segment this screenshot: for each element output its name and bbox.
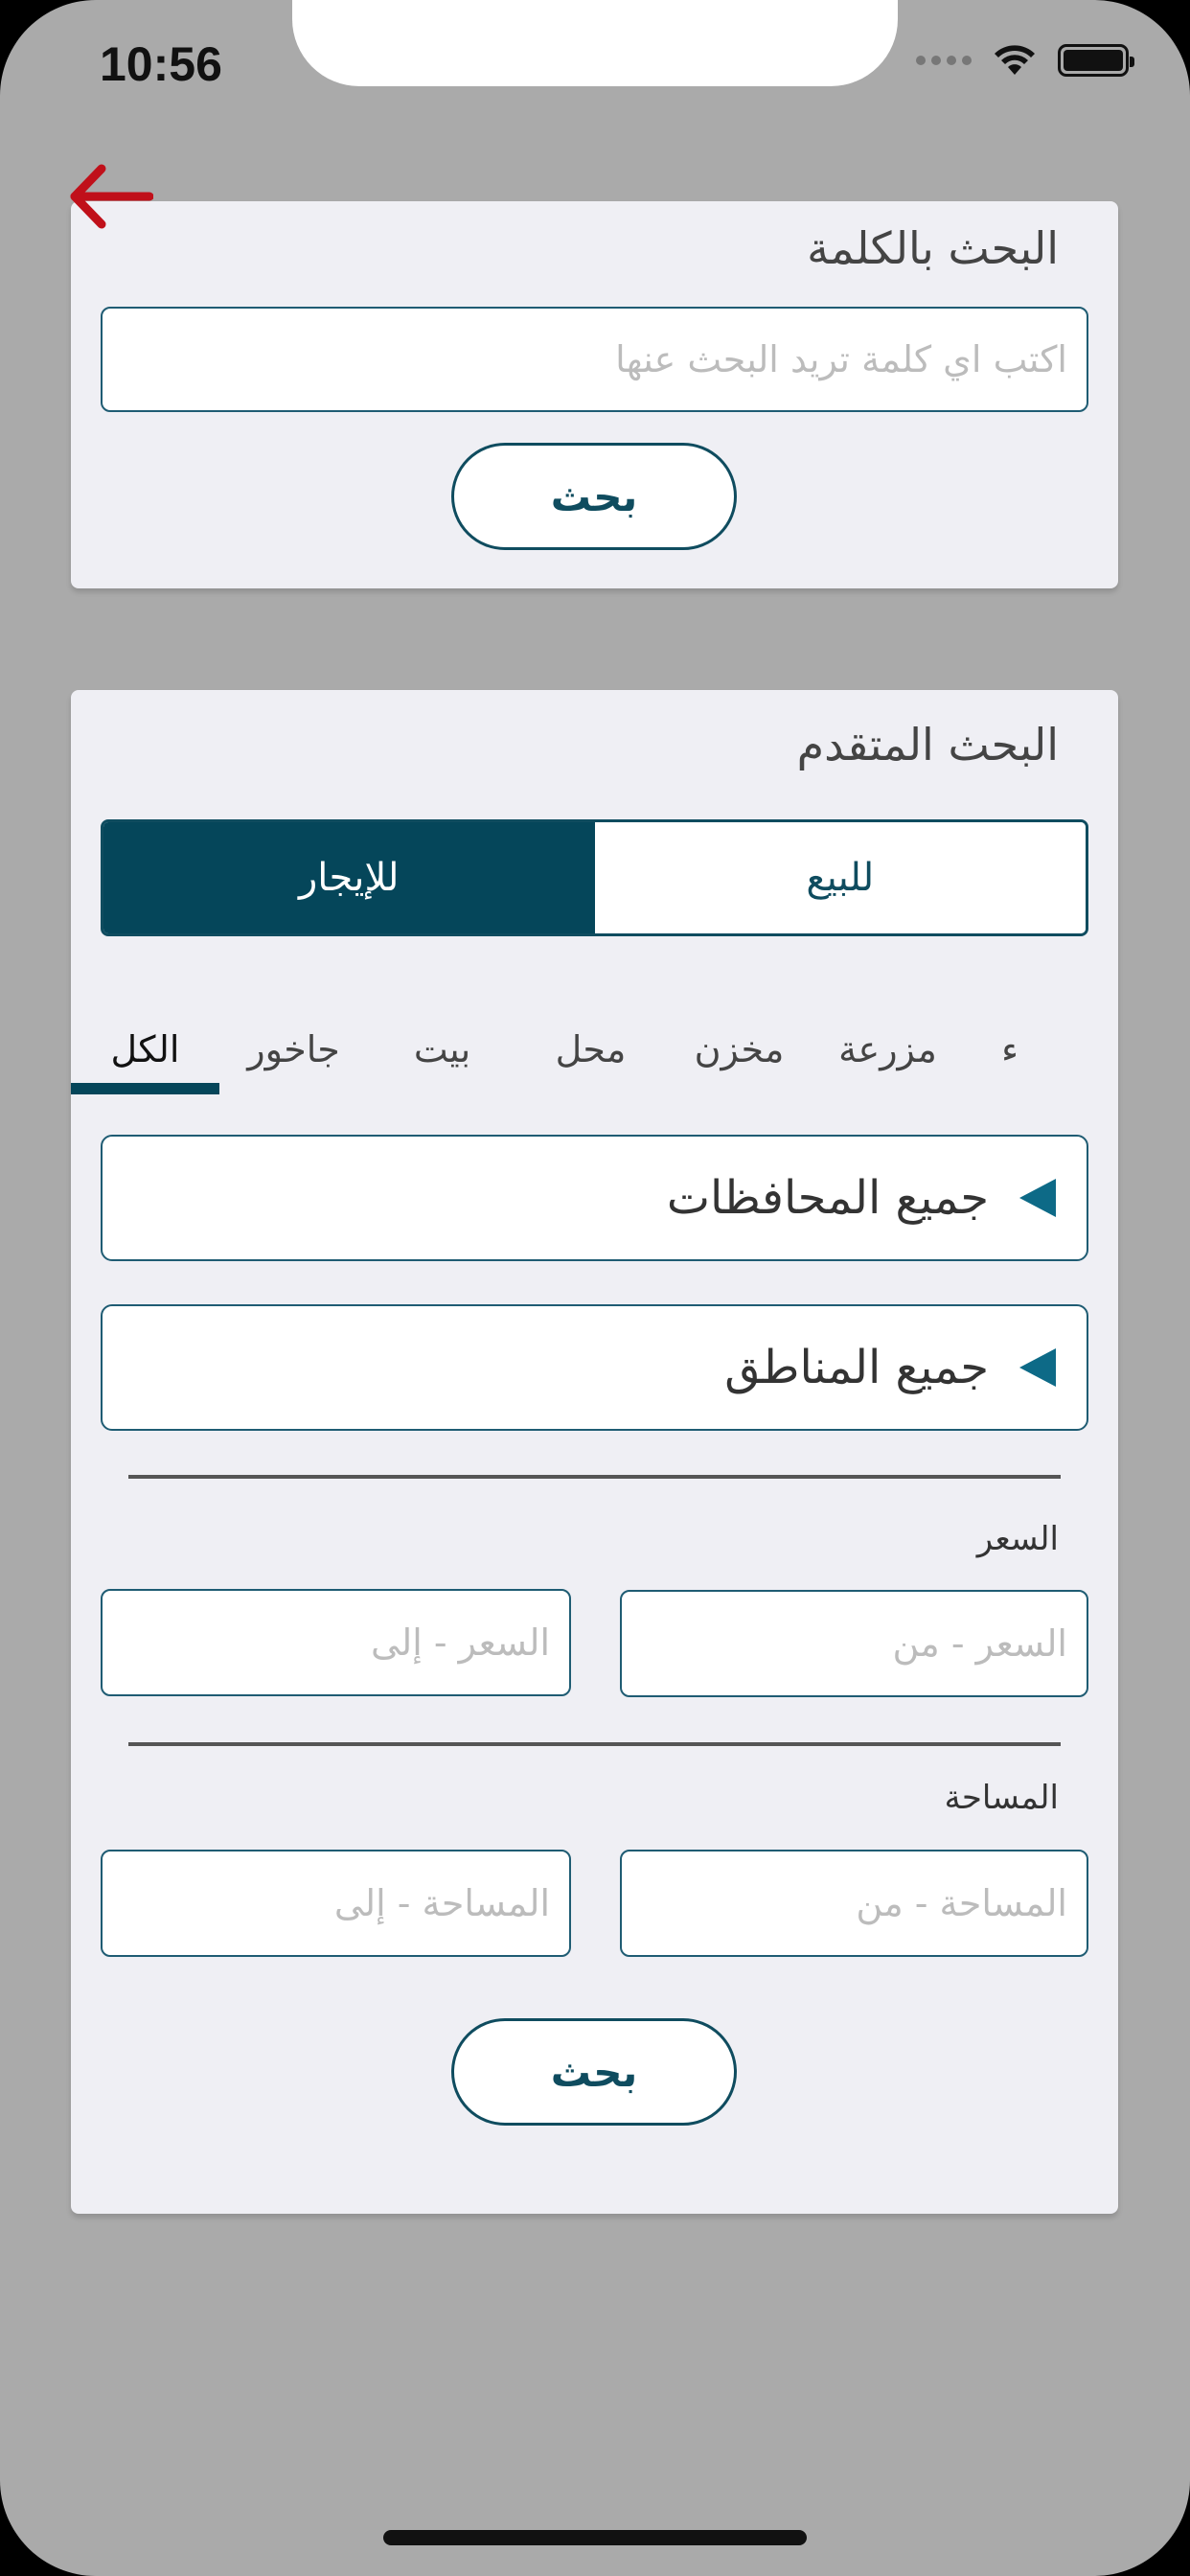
tab-all[interactable]: الكل	[110, 1028, 180, 1070]
signal-icon	[916, 56, 972, 65]
size-from-input[interactable]: المساحة - من	[620, 1850, 1088, 1957]
battery-icon	[1058, 44, 1129, 77]
category-tabs	[71, 997, 1118, 1112]
status-time: 10:56	[100, 37, 222, 91]
advanced-search-button[interactable]: بحث	[451, 2018, 737, 2126]
tab-jakhour[interactable]: جاخور	[247, 1028, 340, 1070]
size-label: المساحة	[944, 1779, 1059, 1817]
tab-warehouse[interactable]: مخزن	[694, 1028, 785, 1070]
size-to-input[interactable]: المساحة - إلى	[101, 1850, 571, 1957]
area-dropdown-label: جميع المناطق	[724, 1341, 989, 1394]
tab-shop[interactable]: محل	[555, 1028, 627, 1070]
tab-farm[interactable]: مزرعة	[838, 1028, 937, 1070]
tab-more[interactable]: ء	[1001, 1028, 1018, 1070]
keyword-search-button[interactable]: بحث	[451, 443, 737, 550]
tab-selected-indicator	[71, 1083, 219, 1094]
wifi-icon	[993, 44, 1037, 77]
status-icons	[916, 44, 1129, 77]
listing-type-segmented	[101, 819, 1088, 936]
advanced-search-card	[71, 690, 1118, 2214]
caret-left-icon	[1019, 1348, 1056, 1387]
tab-house[interactable]: بيت	[413, 1028, 471, 1070]
price-to-input[interactable]: السعر - إلى	[101, 1589, 571, 1696]
keyword-search-card	[71, 201, 1118, 588]
caret-left-icon	[1019, 1179, 1056, 1217]
segment-for-sale[interactable]: للبيع	[595, 822, 1087, 933]
governorate-dropdown[interactable]	[101, 1135, 1088, 1261]
advanced-search-title: البحث المتقدم	[796, 719, 1059, 770]
governorate-dropdown-label: جميع المحافظات	[666, 1171, 989, 1225]
device-notch	[292, 0, 898, 86]
area-dropdown[interactable]	[101, 1304, 1088, 1431]
keyword-search-title: البحث بالكلمة	[807, 222, 1059, 274]
segment-for-rent[interactable]: للإيجار	[103, 822, 595, 933]
home-indicator[interactable]	[383, 2530, 807, 2545]
back-arrow-icon[interactable]	[67, 163, 153, 230]
keyword-search-input[interactable]: اكتب اي كلمة تريد البحث عنها	[101, 307, 1088, 412]
price-from-input[interactable]: السعر - من	[620, 1590, 1088, 1697]
divider	[128, 1475, 1061, 1479]
divider	[128, 1742, 1061, 1746]
price-label: السعر	[976, 1520, 1059, 1558]
